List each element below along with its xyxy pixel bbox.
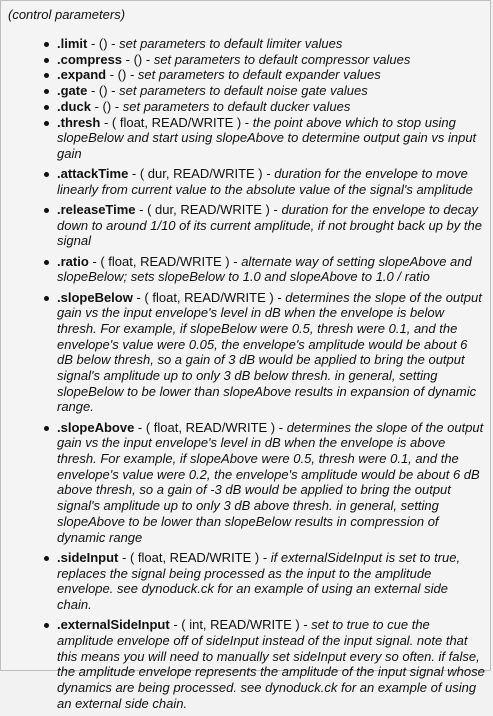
param-name: .ratio bbox=[57, 253, 89, 269]
param-description: determines the slope of the output gain vs the input envelope's level in dB when the envelope is above thresh. For example, if slopeAbove were 0.5, thresh were 0.1, and the envelope's value were 0.2, the envelope's amplitude would be about 6 dB above thresh, so a gain of -3 dB would be applied to bring the output signal's amplitude up to only 3 dB above thresh. in general, setting slopeAbove to be lower than slopeBelow results in compression of dynamic range bbox=[57, 419, 484, 545]
list-item bbox=[57, 52, 485, 68]
param-description: set parameters to default ducker values bbox=[122, 98, 351, 114]
param-name: .gate bbox=[57, 83, 88, 99]
parameter-list bbox=[57, 36, 485, 716]
param-name: .duck bbox=[57, 98, 91, 114]
param-signature: - () - bbox=[90, 98, 123, 114]
param-description: set to true to cue the amplitude envelope off of sideInput instead of the input signal. note that this means you will need to manually set sideInput every so often. if false, the amplitude envelope represents the amplitude of the input signal whose dynamics are being processed. see dynoduck.ck for an example of using an external side chain. bbox=[57, 617, 485, 711]
param-signature: - () - bbox=[106, 67, 138, 83]
list-item bbox=[57, 99, 485, 115]
param-signature: - ( dur, READ/WRITE ) - bbox=[135, 202, 282, 218]
param-name: .sideInput bbox=[57, 549, 119, 565]
param-description: if externalSideInput is set to true, replaces the signal being processed as the input to the amplitude envelope. see dynoduck.ck for an example of using an external side chain. bbox=[57, 549, 461, 612]
param-name: .compress bbox=[57, 51, 123, 67]
list-item bbox=[57, 115, 485, 162]
param-name: .slopeBelow bbox=[57, 289, 133, 305]
param-signature: - () - bbox=[87, 83, 120, 99]
section-heading: (control parameters) bbox=[8, 7, 126, 22]
list-item bbox=[57, 290, 485, 416]
param-description: set parameters to default expander values bbox=[137, 67, 381, 83]
param-signature: - ( dur, READ/WRITE ) - bbox=[128, 166, 275, 182]
param-name: .attackTime bbox=[57, 166, 129, 182]
param-description: set parameters to default noise gate values bbox=[119, 83, 368, 99]
list-item bbox=[57, 67, 485, 83]
param-signature: - ( int, READ/WRITE ) - bbox=[169, 617, 312, 633]
param-description: determines the slope of the output gain vs the input envelope's level in dB when the envelope is below thresh. For example, if slopeBelow were 0.5, thresh were 0.1, and the envelope's value were 0.05, the envelope's amplitude would be about 6 dB below thresh, so a gain of 3 dB would be applied to bring the output signal's amplitude up to only 3 dB below thresh. in general, setting slopeBelow to be lower than slopeAbove results in expansion of dynamic range. bbox=[57, 289, 482, 415]
param-name: .externalSideInput bbox=[57, 617, 170, 633]
list-item bbox=[57, 420, 485, 546]
param-name: .expand bbox=[57, 67, 107, 83]
param-description: alternate way of setting slopeAbove and slopeBelow; sets slopeBelow to 1.0 and slopeAbove to 1.0 / ratio bbox=[57, 253, 472, 285]
list-item bbox=[57, 166, 485, 197]
param-description: set parameters to default compressor values bbox=[153, 51, 411, 67]
param-signature: - ( float, READ/WRITE ) - bbox=[100, 114, 253, 130]
param-signature: - ( float, READ/WRITE ) - bbox=[118, 549, 271, 565]
list-item bbox=[57, 550, 485, 613]
param-signature: - ( float, READ/WRITE ) - bbox=[88, 253, 242, 269]
param-signature: - ( float, READ/WRITE ) - bbox=[132, 289, 286, 305]
param-name: .limit bbox=[57, 36, 88, 51]
list-item bbox=[57, 202, 485, 249]
list-item bbox=[57, 83, 485, 99]
param-description: set parameters to default limiter values bbox=[119, 36, 343, 51]
list-item bbox=[57, 617, 485, 711]
list-item bbox=[57, 254, 485, 285]
param-name: .slopeAbove bbox=[57, 419, 135, 435]
param-signature: - () - bbox=[122, 51, 154, 67]
list-item bbox=[57, 36, 485, 52]
param-signature: - ( float, READ/WRITE ) - bbox=[134, 419, 287, 435]
param-name: .thresh bbox=[57, 114, 101, 130]
param-description: duration for the envelope to decay down to around 1/10 of its current amplitude, if not brought back up by the signal bbox=[57, 202, 482, 249]
param-signature: - () - bbox=[87, 36, 120, 51]
param-description: the point above which to stop using slopeBelow and start using slopeAbove to determine output gain vs input gain bbox=[57, 114, 477, 161]
param-name: .releaseTime bbox=[57, 202, 136, 218]
param-description: duration for the envelope to move linearly from current value to the absolute value of the signal's amplitude bbox=[57, 166, 473, 197]
